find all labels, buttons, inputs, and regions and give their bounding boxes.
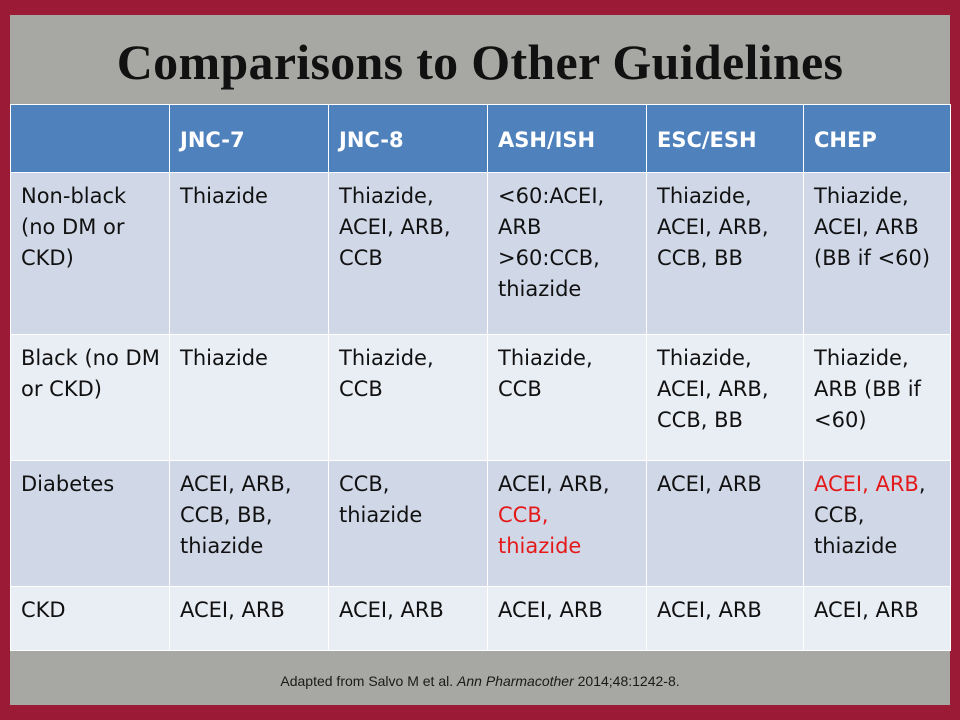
- citation-prefix: Adapted from Salvo M et al.: [280, 673, 458, 689]
- table-cell: ACEI, ARB: [647, 587, 804, 651]
- guidelines-table: [10, 104, 951, 651]
- table-cell: ACEI, ARB: [804, 587, 951, 651]
- table-header-row: [11, 105, 951, 173]
- header-cell-jnc8: JNC-8: [329, 105, 488, 173]
- table-cell: Thiazide, CCB: [488, 335, 647, 461]
- table-cell: ACEI, ARB: [488, 587, 647, 651]
- table-cell: <60:ACEI, ARB >60:CCB, thiazide: [488, 173, 647, 335]
- table-cell: CCB, thiazide: [329, 461, 488, 587]
- header-cell-ash-ish: ASH/ISH: [488, 105, 647, 173]
- table-cell: Thiazide, ARB (BB if <60): [804, 335, 951, 461]
- table-row: [11, 587, 951, 651]
- table-cell: Thiazide, ACEI, ARB, CCB, BB: [647, 335, 804, 461]
- table-cell: Thiazide: [170, 335, 329, 461]
- row-label: Non-black (no DM or CKD): [11, 173, 170, 335]
- citation-suffix: 2014;48:1242-8.: [573, 673, 680, 689]
- row-label: Black (no DM or CKD): [11, 335, 170, 461]
- table-cell: ACEI, ARB: [329, 587, 488, 651]
- header-cell-esc-esh: ESC/ESH: [647, 105, 804, 173]
- cell-text: , CCB, thiazide: [814, 472, 926, 558]
- row-label: Diabetes: [11, 461, 170, 587]
- table-cell: Thiazide: [170, 173, 329, 335]
- cell-text: ACEI, ARB,: [498, 472, 610, 496]
- header-cell-jnc7: JNC-7: [170, 105, 329, 173]
- table-cell: ACEI, ARB, CCB, BB, thiazide: [170, 461, 329, 587]
- table-row: [11, 173, 951, 335]
- row-label: CKD: [11, 587, 170, 651]
- table-cell: [804, 461, 951, 587]
- highlighted-text: ACEI, ARB: [814, 472, 919, 496]
- table-cell: Thiazide, ACEI, ARB, CCB: [329, 173, 488, 335]
- table-cell: Thiazide, ACEI, ARB, CCB, BB: [647, 173, 804, 335]
- header-cell-chep: CHEP: [804, 105, 951, 173]
- table-cell: Thiazide, CCB: [329, 335, 488, 461]
- header-cell-blank: [11, 105, 170, 173]
- table-cell: [488, 461, 647, 587]
- highlighted-text: CCB, thiazide: [498, 503, 582, 558]
- table-cell: ACEI, ARB: [647, 461, 804, 587]
- slide: [10, 15, 950, 705]
- citation-journal: Ann Pharmacother: [457, 673, 574, 689]
- citation-footer: [10, 673, 950, 689]
- slide-title: Comparisons to Other Guidelines: [116, 34, 844, 90]
- table-cell: ACEI, ARB: [170, 587, 329, 651]
- table-row: [11, 461, 951, 587]
- table-cell: Thiazide, ACEI, ARB (BB if <60): [804, 173, 951, 335]
- table-row: [11, 335, 951, 461]
